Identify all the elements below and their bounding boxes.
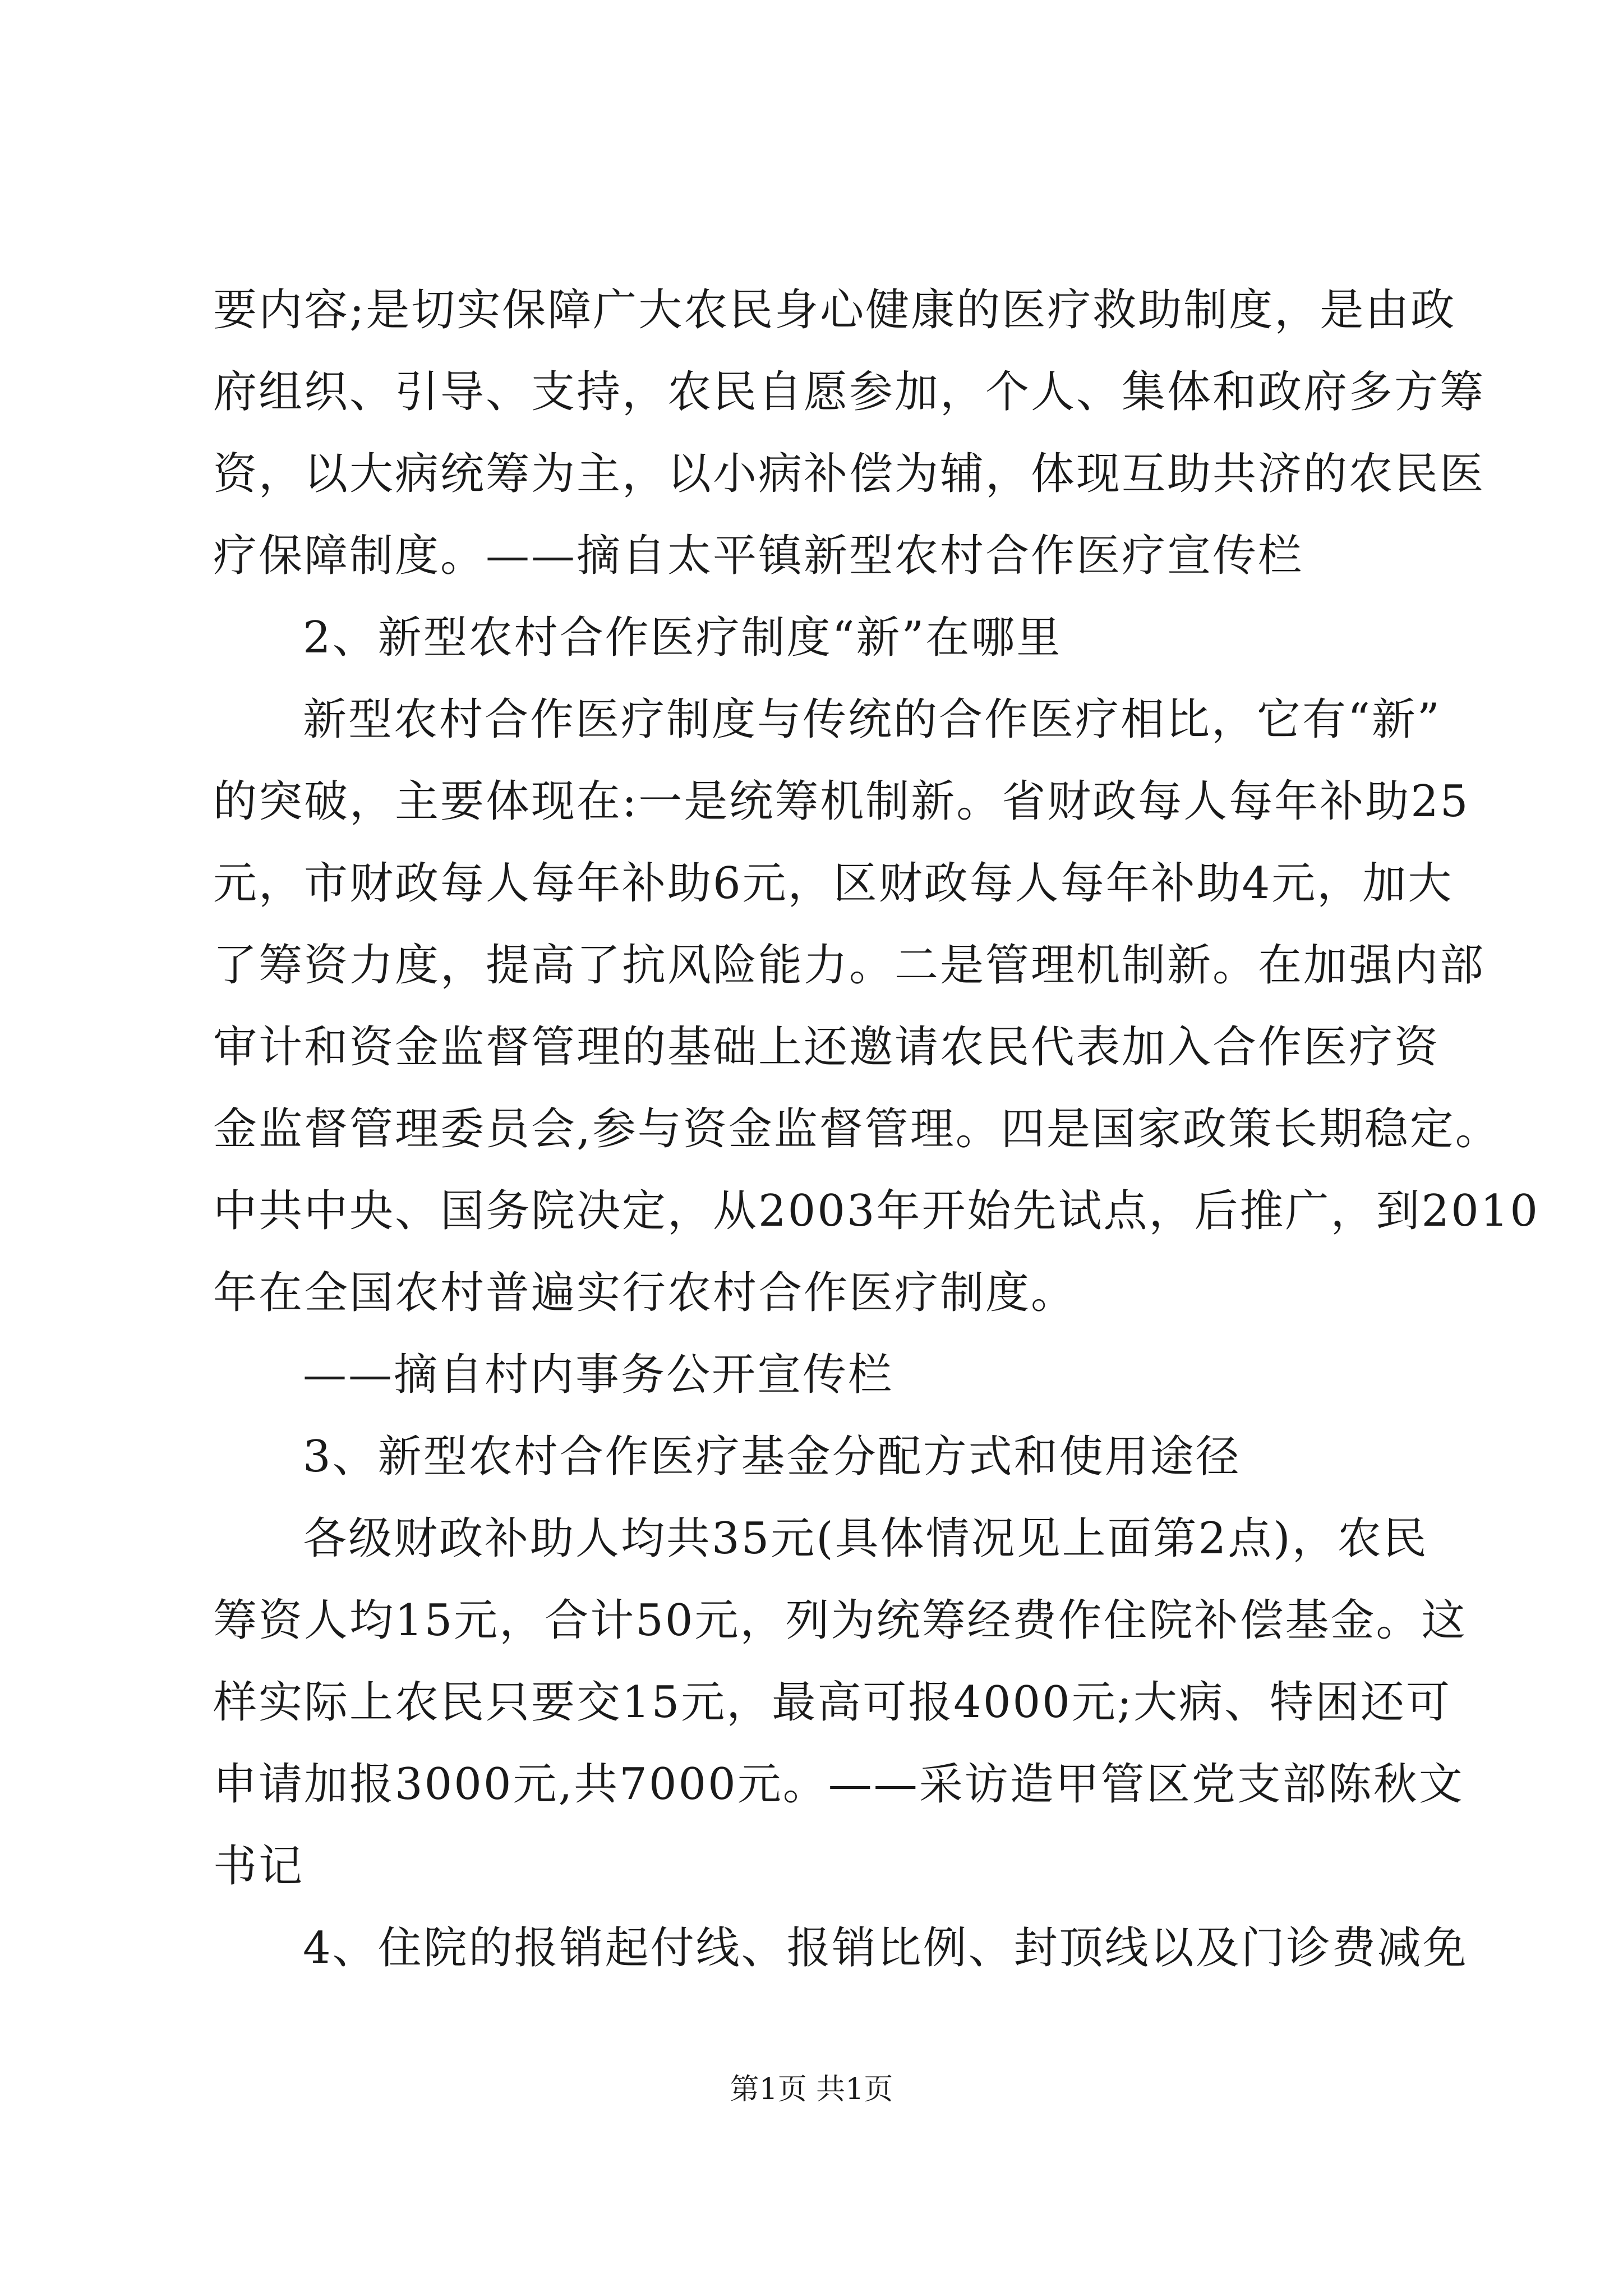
text-line: 了筹资力度，提高了抗风险能力。二是管理机制新。在加强内部 <box>213 940 1486 991</box>
text-line: 书记 <box>213 1841 305 1892</box>
text-line: 申请加报3000元,共7000元。——采访造甲管区党支部陈秋文 <box>213 1759 1464 1810</box>
text-line: 疗保障制度。——摘自太平镇新型农村合作医疗宣传栏 <box>213 531 1304 581</box>
text-line: 各级财政补助人均共35元(具体情况见上面第2点)，农民 <box>303 1513 1428 1564</box>
text-line: 的突破，主要体现在:一是统筹机制新。省财政每人每年补助25 <box>213 776 1470 827</box>
text-line: 样实际上农民只要交15元，最高可报4000元;大病、特困还可 <box>213 1677 1452 1728</box>
text-line: 资，以大病统筹为主，以小病补偿为辅，体现互助共济的农民医 <box>213 449 1486 499</box>
text-line: 金监督管理委员会,参与资金监督管理。四是国家政策长期稳定。 <box>213 1104 1501 1154</box>
section-heading: 4、住院的报销起付线、报销比例、封顶线以及门诊费减免 <box>303 1923 1468 1973</box>
text-line: 审计和资金监督管理的基础上还邀请农民代表加入合作医疗资 <box>213 1022 1440 1073</box>
document-body <box>213 269 1540 1989</box>
text-line: 要内容;是切实保障广大农民身心健康的医疗救助制度，是由政 <box>213 285 1456 335</box>
page-footer: 第1页 共1页 <box>730 2073 893 2106</box>
source-attribution: ——摘自村内事务公开宣传栏 <box>303 1350 894 1400</box>
text-line: 府组织、引导、支持，农民自愿参加，个人、集体和政府多方筹 <box>213 367 1486 417</box>
text-line: 中共中央、国务院决定，从2003年开始先试点，后推广，到2010 <box>213 1186 1540 1236</box>
text-line: 元，市财政每人每年补助6元，区财政每人每年补助4元，加大 <box>213 858 1454 909</box>
text-line: 筹资人均15元，合计50元，列为统筹经费作住院补偿基金。这 <box>213 1595 1467 1646</box>
section-heading: 2、新型农村合作医疗制度“新”在哪里 <box>303 613 1062 663</box>
text-line: 新型农村合作医疗制度与传统的合作医疗相比，它有“新” <box>303 694 1441 745</box>
text-line: 年在全国农村普遍实行农村合作医疗制度。 <box>213 1268 1077 1318</box>
section-heading: 3、新型农村合作医疗基金分配方式和使用途径 <box>303 1432 1241 1482</box>
